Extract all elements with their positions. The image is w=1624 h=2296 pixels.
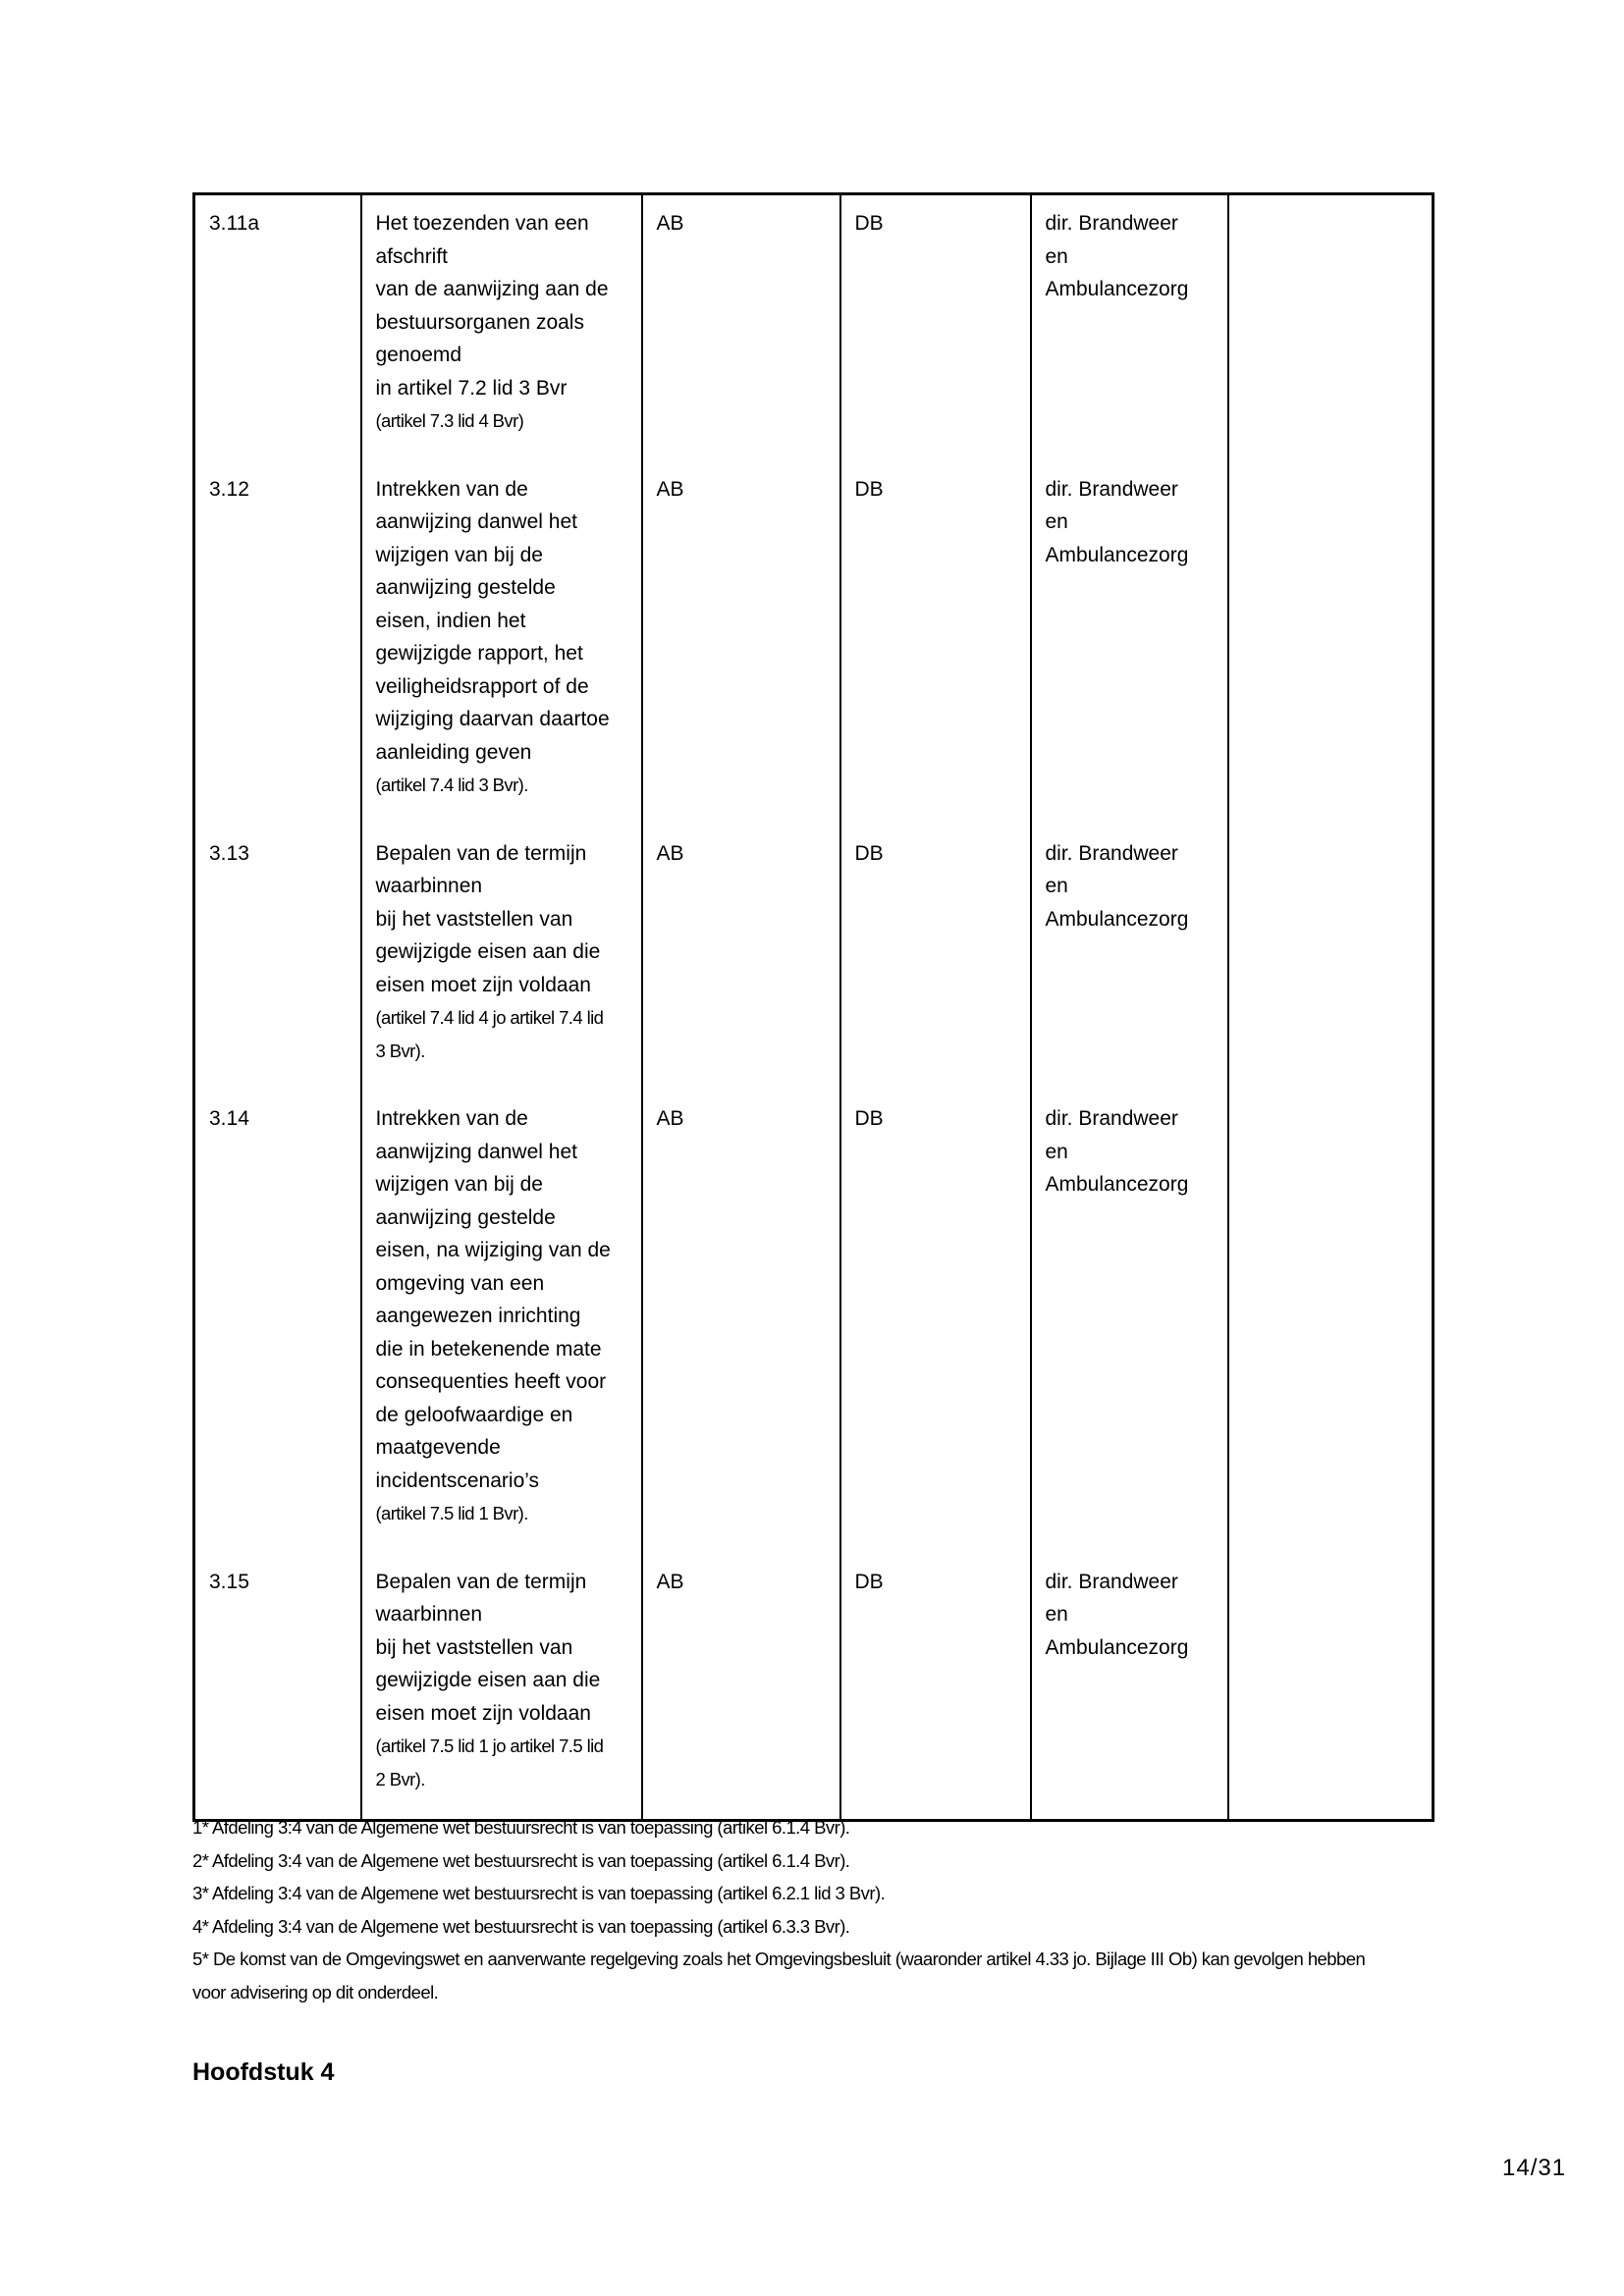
submandate-line: dir. Brandweer: [1045, 841, 1178, 865]
submandate-line: Ambulancezorg: [1045, 278, 1189, 300]
description-line: waarbinnen: [375, 1603, 483, 1626]
spacer-cell: [361, 802, 642, 826]
authority-value: AB: [656, 1107, 684, 1130]
spacer-cell: [194, 1067, 361, 1091]
spacer-cell: [1228, 1067, 1434, 1091]
description-line: aanwijzing gestelde: [375, 1205, 556, 1229]
article-reference: (artikel 7.4 lid 4 jo artikel 7.4 lid: [375, 1007, 604, 1028]
authority-cell: [642, 461, 840, 802]
description-line: waarbinnen: [375, 875, 483, 897]
description-line: wijzigen van bij de: [375, 543, 543, 566]
spacer-cell: [1031, 1067, 1228, 1091]
authority-value: AB: [656, 477, 684, 501]
spacer-cell: [194, 802, 361, 826]
submandate-cell: [1031, 1091, 1228, 1530]
table-row: [194, 1091, 1434, 1530]
spacer-cell: [642, 438, 840, 461]
description-line: eisen, indien het: [375, 609, 526, 632]
row-spacer: [194, 1530, 1434, 1554]
description-line: gewijzigde eisen aan die: [375, 1669, 601, 1691]
mandate-value: DB: [854, 477, 884, 501]
mandate-cell: [840, 461, 1031, 802]
description-cell: [361, 1554, 642, 1796]
submandate-line: en: [1045, 1140, 1068, 1163]
submandate-cell: [1031, 194, 1228, 438]
spacer-cell: [361, 1530, 642, 1554]
submandate-line: dir. Brandweer: [1045, 1570, 1178, 1593]
mandate-value: DB: [854, 841, 884, 865]
mandate-cell: [840, 194, 1031, 438]
remarks-cell: [1228, 826, 1434, 1068]
authority-cell: [642, 826, 840, 1068]
submandate-line: Ambulancezorg: [1045, 1635, 1189, 1659]
spacer-cell: [840, 1067, 1031, 1091]
submandate-cell: [1031, 461, 1228, 802]
description-line: genoemd: [375, 344, 462, 366]
spacer-cell: [1228, 802, 1434, 826]
description-line: Intrekken van de: [375, 477, 528, 501]
row-number: 3.15: [209, 1570, 249, 1593]
remarks-cell: [1228, 194, 1434, 438]
row-number: 3.14: [209, 1107, 249, 1130]
description-line: aanwijzing danwel het: [375, 1140, 577, 1163]
description-cell: [361, 826, 642, 1068]
footnote-line: 1* Afdeling 3:4 van de Algemene wet bestuursrecht is van toepassing (artikel 6.1.4 Bvr).: [192, 1817, 850, 1838]
row-number-cell: [194, 194, 361, 438]
remarks-cell: [1228, 461, 1434, 802]
spacer-cell: [840, 438, 1031, 461]
description-line: maatgevende: [375, 1436, 501, 1459]
mandate-value: DB: [854, 1107, 884, 1130]
description-line: de geloofwaardige en: [375, 1403, 573, 1426]
authority-value: AB: [656, 841, 684, 865]
row-number-cell: [194, 461, 361, 802]
description-line: Bepalen van de termijn: [375, 841, 587, 865]
article-reference: (artikel 7.4 lid 3 Bvr).: [375, 774, 528, 795]
description-line: aanwijzing danwel het: [375, 510, 577, 533]
description-line: aanwijzing gestelde: [375, 576, 556, 599]
authority-value: AB: [656, 1570, 684, 1593]
description-line: aanleiding geven: [375, 740, 532, 764]
table-row: [194, 194, 1434, 438]
mandate-value: DB: [854, 212, 884, 235]
description-line: die in betekenende mate: [375, 1337, 602, 1361]
table-row: [194, 826, 1434, 1068]
authority-cell: [642, 1091, 840, 1530]
row-number: 3.12: [209, 477, 249, 501]
submandate-line: Ambulancezorg: [1045, 1173, 1189, 1196]
spacer-cell: [1228, 1530, 1434, 1554]
remarks-cell: [1228, 1554, 1434, 1796]
row-spacer: [194, 1067, 1434, 1091]
footnote-line: 2* Afdeling 3:4 van de Algemene wet bestuursrecht is van toepassing (artikel 6.1.4 Bvr).: [192, 1849, 850, 1871]
authority-cell: [642, 1554, 840, 1796]
spacer-cell: [840, 1530, 1031, 1554]
mandate-cell: [840, 1554, 1031, 1796]
spacer-cell: [1228, 438, 1434, 461]
row-number-cell: [194, 1091, 361, 1530]
mandate-cell: [840, 826, 1031, 1068]
description-line: Het toezenden van een: [375, 212, 589, 235]
spacer-cell: [361, 1067, 642, 1091]
submandate-cell: [1031, 1554, 1228, 1796]
submandate-line: dir. Brandweer: [1045, 477, 1178, 501]
description-line: bestuursorganen zoals: [375, 310, 584, 334]
footnote-line: 3* Afdeling 3:4 van de Algemene wet bestuursrecht is van toepassing (artikel 6.2.1 lid 3 Bvr).: [192, 1883, 886, 1903]
description-line: van de aanwijzing aan de: [375, 278, 609, 300]
mandate-table: [192, 192, 1435, 1822]
spacer-cell: [840, 802, 1031, 826]
description-line: eisen moet zijn voldaan: [375, 1701, 591, 1725]
footnote-line: voor advisering op dit onderdeel.: [192, 1981, 439, 2002]
authority-value: AB: [656, 212, 684, 235]
article-reference: (artikel 7.5 lid 1 Bvr).: [375, 1503, 528, 1523]
submandate-line: en: [1045, 1603, 1068, 1626]
spacer-cell: [642, 802, 840, 826]
article-reference: (artikel 7.3 lid 4 Bvr): [375, 410, 524, 431]
description-cell: [361, 1091, 642, 1530]
table-row: [194, 1554, 1434, 1796]
description-line: omgeving van een: [375, 1271, 545, 1295]
description-line: incidentscenario’s: [375, 1468, 540, 1492]
description-cell: [361, 461, 642, 802]
footnote-line: 4* Afdeling 3:4 van de Algemene wet bestuursrecht is van toepassing (artikel 6.3.3 Bvr).: [192, 1915, 850, 1937]
chapter-heading: Hoofdstuk 4: [192, 2058, 335, 2086]
row-spacer: [194, 802, 1434, 826]
mandate-value: DB: [854, 1570, 884, 1593]
article-reference: 3 Bvr).: [375, 1040, 425, 1061]
footnote-line: 5* De komst van de Omgevingswet en aanverwante regelgeving zoals het Omgevingsbesluit (waaronder artikel 4.33 jo. Bijlage III Ob) kan gevolgen hebben: [192, 1949, 1366, 1969]
article-reference: (artikel 7.5 lid 1 jo artikel 7.5 lid: [375, 1735, 604, 1756]
description-line: wijzigen van bij de: [375, 1173, 543, 1196]
description-line: consequenties heeft voor: [375, 1370, 607, 1393]
spacer-cell: [1031, 802, 1228, 826]
spacer-cell: [642, 1530, 840, 1554]
spacer-cell: [1031, 1530, 1228, 1554]
spacer-cell: [194, 1530, 361, 1554]
description-cell: [361, 194, 642, 438]
submandate-cell: [1031, 826, 1228, 1068]
description-line: Bepalen van de termijn: [375, 1570, 587, 1593]
row-number-cell: [194, 826, 361, 1068]
description-line: bij het vaststellen van: [375, 1635, 573, 1659]
description-line: veiligheidsrapport of de: [375, 674, 589, 698]
description-line: eisen moet zijn voldaan: [375, 973, 591, 996]
description-line: gewijzigde rapport, het: [375, 642, 583, 665]
submandate-line: dir. Brandweer: [1045, 1107, 1178, 1130]
footnotes: [192, 1811, 1439, 2008]
row-spacer: [194, 438, 1434, 461]
description-line: Intrekken van de: [375, 1107, 528, 1130]
description-line: eisen, na wijziging van de: [375, 1239, 611, 1261]
spacer-cell: [361, 438, 642, 461]
row-number: 3.11a: [209, 212, 259, 235]
description-line: bij het vaststellen van: [375, 907, 573, 931]
description-line: in artikel 7.2 lid 3 Bvr: [375, 376, 568, 400]
submandate-line: en: [1045, 510, 1068, 533]
description-line: aangewezen inrichting: [375, 1305, 581, 1327]
submandate-line: en: [1045, 875, 1068, 897]
submandate-line: Ambulancezorg: [1045, 907, 1189, 931]
spacer-cell: [642, 1067, 840, 1091]
mandate-cell: [840, 1091, 1031, 1530]
table-body: [194, 194, 1434, 1821]
submandate-line: en: [1045, 244, 1068, 268]
submandate-line: Ambulancezorg: [1045, 543, 1189, 566]
spacer-cell: [194, 438, 361, 461]
row-number-cell: [194, 1554, 361, 1796]
remarks-cell: [1228, 1091, 1434, 1530]
table-row: [194, 461, 1434, 802]
article-reference: 2 Bvr).: [375, 1768, 425, 1789]
authority-cell: [642, 194, 840, 438]
page-number: 14/31: [1502, 2155, 1567, 2181]
spacer-cell: [1031, 438, 1228, 461]
description-line: afschrift: [375, 244, 449, 268]
submandate-line: dir. Brandweer: [1045, 212, 1178, 235]
row-number: 3.13: [209, 841, 249, 865]
description-line: wijziging daarvan daartoe: [375, 708, 610, 730]
description-line: gewijzigde eisen aan die: [375, 940, 601, 963]
